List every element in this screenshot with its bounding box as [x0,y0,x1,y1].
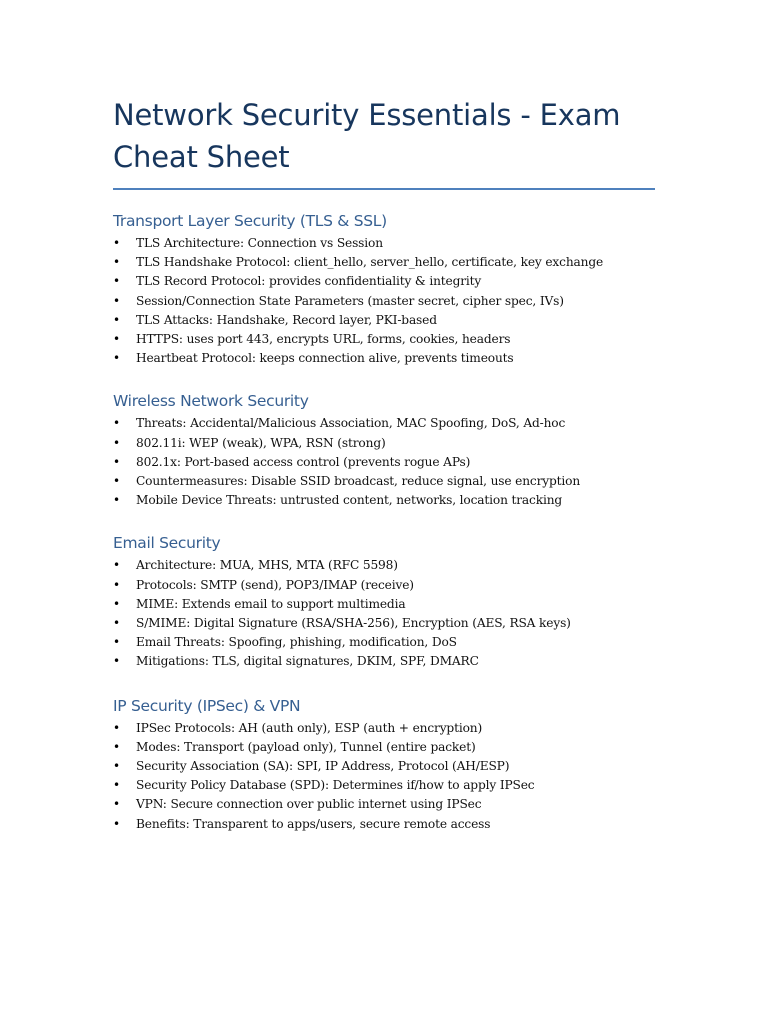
section-wireless [113,391,658,510]
list-item [113,757,658,776]
bullet-icon: • [113,493,120,508]
list-item [113,633,658,652]
bullet-list [113,234,658,368]
bullet-icon: • [113,720,120,735]
list-item-text: Modes: Transport (payload only), Tunnel (entire packet) [136,739,476,754]
bullet-icon: • [113,454,120,469]
list-item-text: TLS Handshake Protocol: client_hello, server_hello, certificate, key exchange [136,255,604,270]
bullet-icon: • [113,435,120,450]
list-item [113,453,658,472]
bullet-icon: • [113,635,120,650]
bullet-icon: • [113,739,120,754]
list-item [113,414,658,433]
list-item [113,234,658,253]
bullet-icon: • [113,558,120,573]
list-item-text: TLS Record Protocol: provides confidentiality & integrity [136,274,482,289]
list-item-text: IPSec Protocols: AH (auth only), ESP (auth + encryption) [136,720,483,735]
bullet-list [113,719,658,834]
list-item [113,491,658,510]
list-item [113,719,658,738]
list-item [113,272,658,291]
section-ipsec [113,696,658,834]
section-heading: IP Security (IPSec) & VPN [113,696,301,715]
bullet-icon: • [113,236,120,250]
list-item-text: HTTPS: uses port 443, encrypts URL, forms, cookies, headers [136,332,511,347]
list-item [113,614,658,633]
bullet-icon: • [113,596,120,611]
page-title: Network Security Essentials - Exam Cheat Sheet [113,98,621,174]
section-heading: Email Security [113,534,221,553]
list-item-text: Architecture: MUA, MHS, MTA (RFC 5598) [136,558,398,573]
title-divider [113,188,655,190]
bullet-icon: • [113,293,120,308]
list-item [113,595,658,614]
list-item-text: TLS Attacks: Handshake, Record layer, PKI-based [136,312,437,327]
section-tls [113,211,658,368]
bullet-icon: • [113,616,120,631]
list-item [113,576,658,595]
list-item-text: 802.11i: WEP (weak), WPA, RSN (strong) [136,435,386,450]
list-item-text: Security Association (SA): SPI, IP Address, Protocol (AH/ESP) [136,759,510,774]
list-item-text: Security Policy Database (SPD): Determines if/how to apply IPSec [136,778,535,793]
bullet-icon: • [113,654,120,669]
bullet-list [113,414,658,510]
bullet-icon: • [113,351,120,366]
list-item [113,292,658,311]
list-item-text: TLS Architecture: Connection vs Session [136,236,383,250]
bullet-icon: • [113,312,120,327]
list-item-text: Mitigations: TLS, digital signatures, DKIM, SPF, DMARC [136,654,479,669]
bullet-icon: • [113,759,120,774]
list-item [113,556,658,575]
section-heading: Transport Layer Security (TLS & SSL) [113,212,387,230]
list-item-text: Session/Connection State Parameters (master secret, cipher spec, IVs) [136,293,564,308]
list-item [113,652,658,671]
bullet-icon: • [113,274,120,289]
list-item-text: Protocols: SMTP (send), POP3/IMAP (receive) [136,577,414,592]
list-item-text: S/MIME: Digital Signature (RSA/SHA-256), Encryption (AES, RSA keys) [136,616,571,631]
list-item [113,815,658,834]
bullet-icon: • [113,577,120,592]
bullet-icon: • [113,255,120,270]
list-item [113,738,658,757]
list-item-text: Threats: Accidental/Malicious Association, MAC Spoofing, DoS, Ad-hoc [136,416,566,431]
section-heading: Wireless Network Security [113,392,309,411]
bullet-icon: • [113,332,120,347]
list-item [113,795,658,814]
list-item [113,472,658,491]
list-item-text: Countermeasures: Disable SSID broadcast, reduce signal, use encryption [136,474,581,489]
list-item [113,253,658,272]
list-item-text: Email Threats: Spoofing, phishing, modification, DoS [136,635,457,650]
list-item [113,330,658,349]
list-item-text: MIME: Extends email to support multimedia [136,596,406,611]
list-item [113,434,658,453]
bullet-icon: • [113,416,120,431]
bullet-icon: • [113,474,120,489]
bullet-icon: • [113,778,120,793]
section-email [113,533,658,671]
list-item [113,776,658,795]
document-page [113,94,658,834]
list-item-text: 802.1x: Port-based access control (prevents rogue APs) [136,454,471,469]
list-item-text: Benefits: Transparent to apps/users, secure remote access [136,816,491,831]
bullet-icon: • [113,816,120,831]
bullet-icon: • [113,797,120,812]
list-item [113,311,658,330]
list-item-text: VPN: Secure connection over public internet using IPSec [136,797,482,812]
list-item [113,349,658,368]
bullet-list [113,556,658,671]
list-item-text: Mobile Device Threats: untrusted content, networks, location tracking [136,493,563,508]
list-item-text: Heartbeat Protocol: keeps connection alive, prevents timeouts [136,351,514,366]
